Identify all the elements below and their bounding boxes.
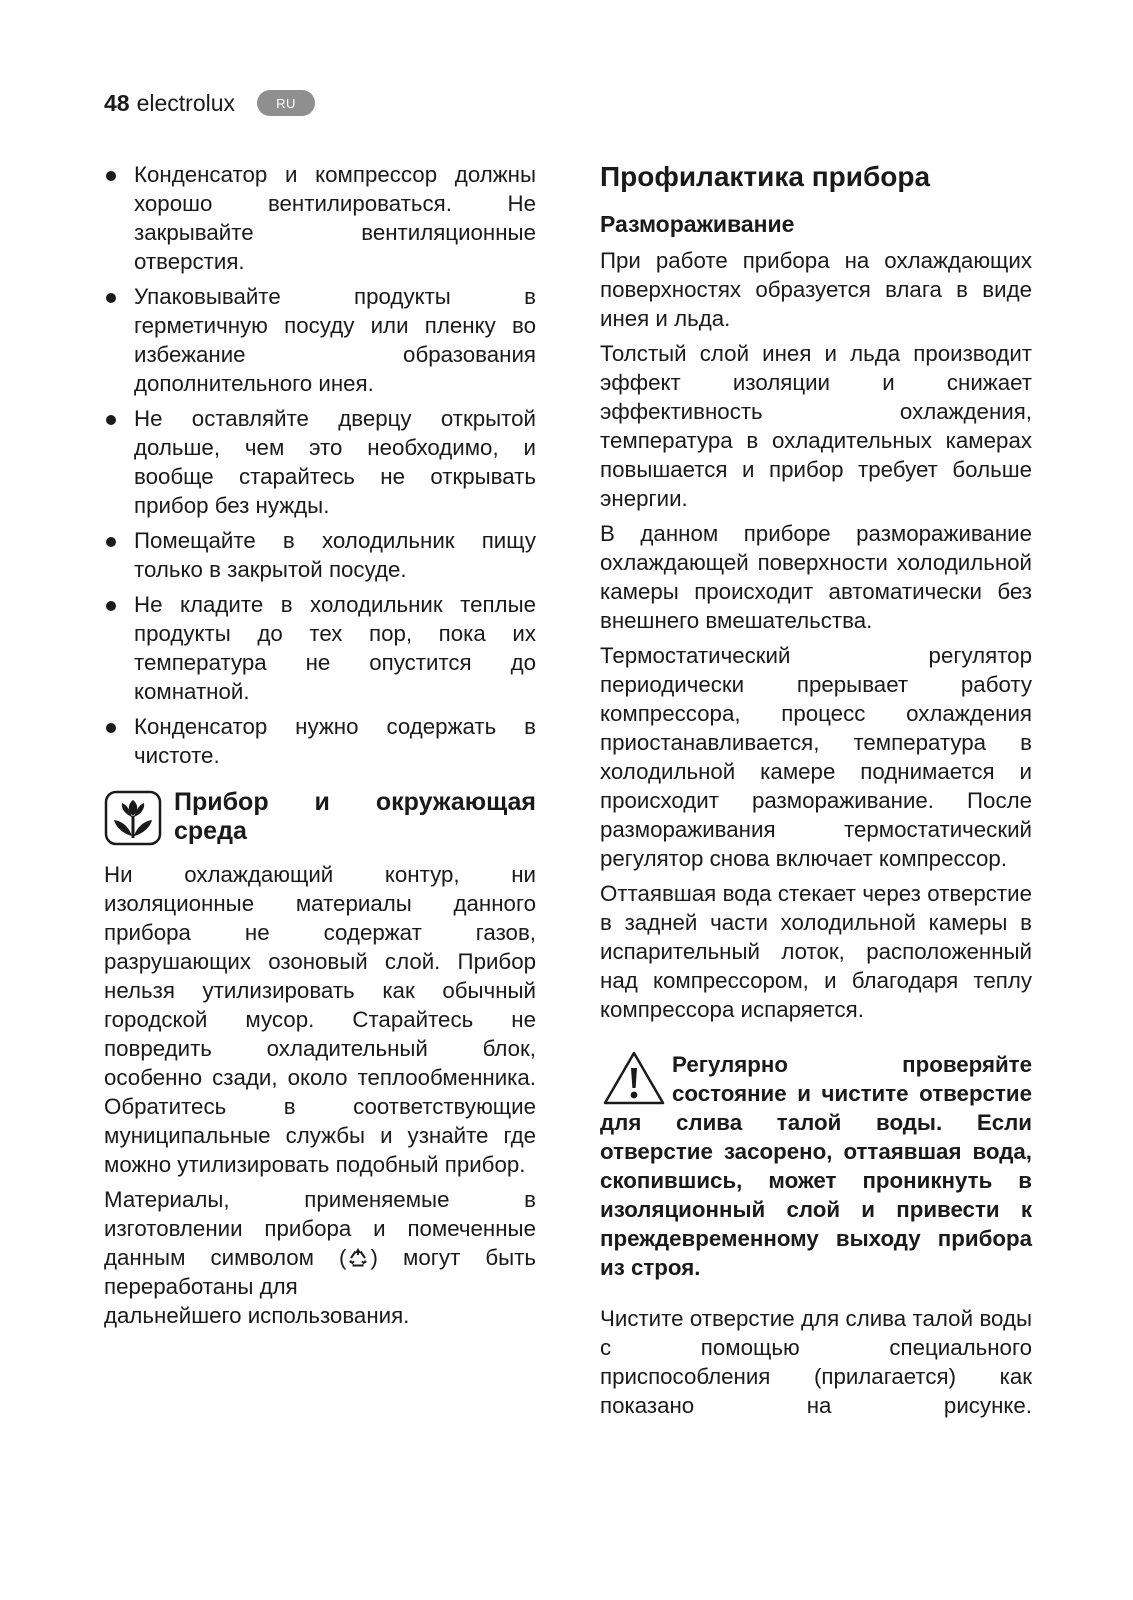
paragraph: Термостатический регулятор периодически прерывает работу компрессора, процесс охлаждения приостанавливается, температура в холодильной камере поднимается и происходит размораживание. После размораживания термостатический регулятор снова включает компрессор. — [600, 643, 1032, 871]
tips-list — [104, 160, 536, 770]
left-column — [104, 160, 536, 1336]
language-badge: RU — [257, 90, 315, 116]
environment-heading — [104, 788, 536, 846]
paragraph: При работе прибора на охлаждающих поверхностях образуется влага в виде инея и льда. — [600, 248, 1032, 331]
warning-triangle-icon — [602, 1050, 666, 1106]
recycling-text-start: Материалы, применяемые в изготовлении прибора и помеченные данным символом ( — [104, 1187, 536, 1270]
paragraph: Чистите отверстие для слива талой воды с помощью специального приспособления (прилагается) как показано на рисунке. — [600, 1306, 1032, 1418]
recycling-paragraph — [104, 1185, 536, 1330]
right-column — [600, 160, 1032, 1426]
list-item: Не оставляйте дверцу открытой дольше, чем это необходимо, и вообще старайтесь не открывать прибор без нужды. — [104, 404, 536, 520]
environment-paragraph: Ни охлаждающий контур, ни изоляционные материалы данного прибора не содержат газов, разрушающих озоновый слой. Прибор нельзя утилизировать как обычный городской мусор. Старайтесь не повредить охладительный блок, особенно сзади, около теплообменника. Обратитесь в соответствующие муниципальные службы и узнайте где можно утилизировать подобный прибор. — [104, 862, 536, 1177]
paragraph: Оттаявшая вода стекает через отверстие в задней части холодильной камеры в испарительный лоток, расположенный над компрессором, и благодаря теплу компрессора испаряется. — [600, 881, 1032, 1022]
list-item: Не кладите в холодильник теплые продукты до тех пор, пока их температура не опустится до комнатной. — [104, 590, 536, 706]
environment-flower-icon — [104, 790, 162, 846]
page-header — [104, 86, 315, 120]
brand-name: electrolux — [136, 89, 236, 116]
recycling-text-end: ) могут быть переработаны для — [104, 1245, 536, 1299]
list-item: Конденсатор и компрессор должны хорошо вентилироваться. Не закрывайте вентиляционные отверстия. — [104, 160, 536, 276]
section-title: Профилактика прибора — [600, 161, 931, 192]
subsection-title: Размораживание — [600, 211, 795, 237]
paragraph: В данном приборе размораживание охлаждающей поверхности холодильной камеры происходит автоматически без внешнего вмешательства. — [600, 521, 1032, 633]
list-item: Конденсатор нужно содержать в чистоте. — [104, 712, 536, 770]
list-item: Упаковывайте продукты в герметичную посуду или пленку во избежание образования дополнительного инея. — [104, 282, 536, 398]
warning-block — [600, 1050, 1032, 1282]
environment-title: Прибор и окружающая среда — [174, 788, 536, 845]
warning-text: Регулярно проверяйте состояние и чистите отверстие для слива талой воды. Если отверстие засорено, оттаявшая вода, скопившись, может проникнуть в изоляционный слой и привести к преждевременному выходу прибора из строя. — [600, 1052, 1032, 1280]
recycle-icon — [346, 1246, 370, 1270]
page-number: 48 — [104, 89, 130, 116]
recycling-text-final: дальнейшего использования. — [104, 1303, 410, 1328]
paragraph: Толстый слой инея и льда производит эффект изоляции и снижает эффективность охлаждения, температура в охладительных камерах повышается и прибор требует больше энергии. — [600, 341, 1032, 511]
list-item: Помещайте в холодильник пищу только в закрытой посуде. — [104, 526, 536, 584]
